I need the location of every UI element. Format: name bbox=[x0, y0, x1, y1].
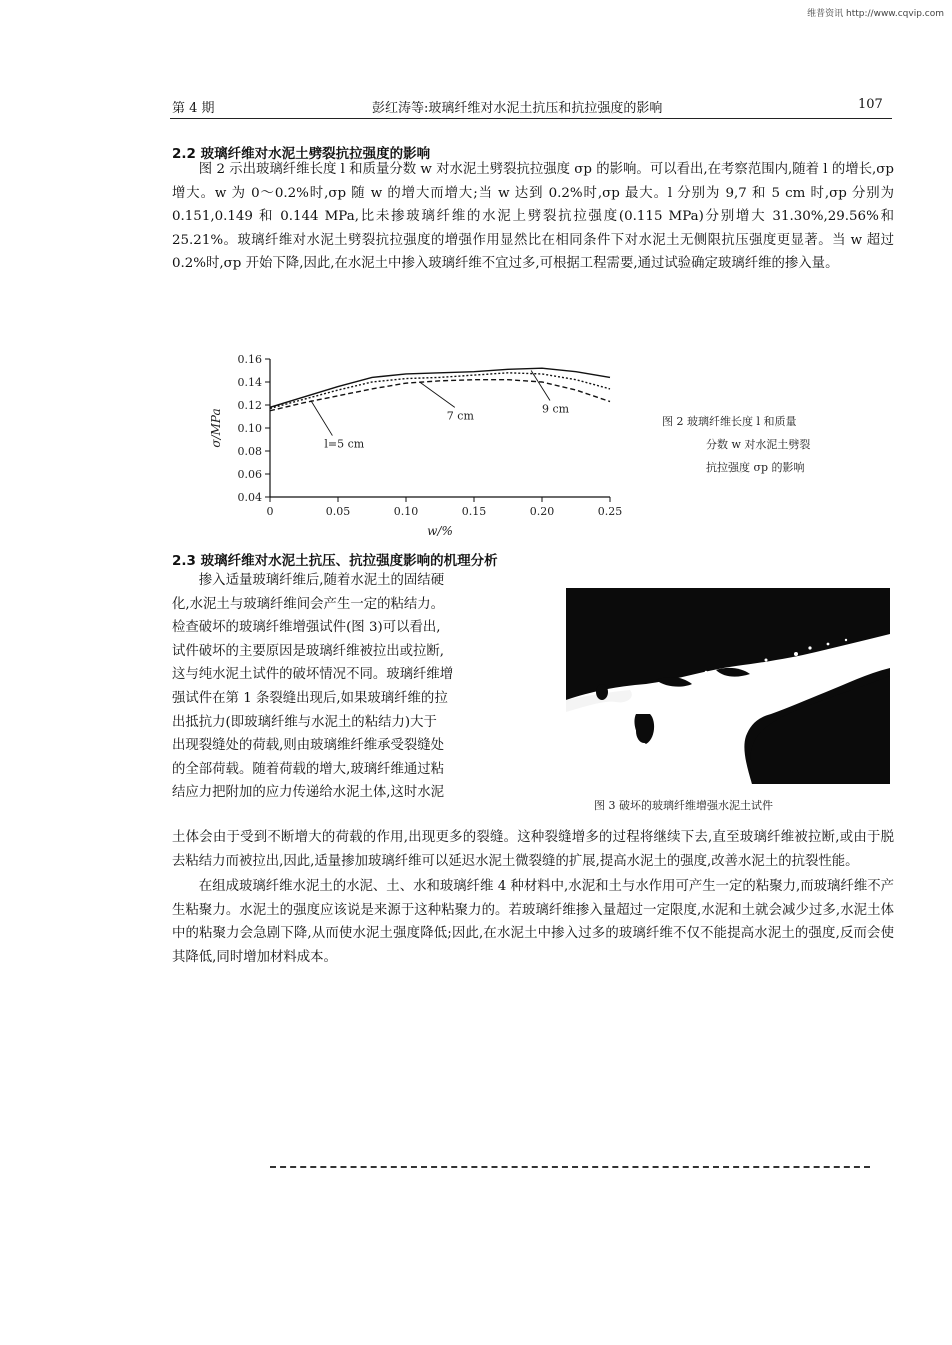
curve-label-leader bbox=[420, 382, 455, 407]
y-tick-label: 0.12 bbox=[237, 399, 262, 412]
section-2-2-body bbox=[172, 158, 894, 276]
y-tick-label: 0.16 bbox=[237, 353, 262, 366]
section-2-3-paragraph-2: 在组成玻璃纤维水泥土的水泥、土、水和玻璃纤维 4 种材料中,水泥和土与水作用可产生一定的粘聚力,而玻璃纤维不产生粘聚力。水泥土的强度应该说是来源于这种粘聚力的。若玻璃纤维掺入量超过一定限度,水泥和土就会减少过多,水泥土体中的粘聚力会急剧下降,从而使水泥土强度降低;因此,在水泥土中掺入过多的玻璃纤维不仅不能提高水泥土的强度,反而会使其降低,同时增加材料成本。 bbox=[172, 879, 894, 965]
section-2-3-line: 检查破坏的玻璃纤维增强试件(图 3)可以看出, bbox=[172, 620, 441, 636]
figure-2-caption-line1: 图 2 玻璃纤维长度 l 和质量 bbox=[662, 415, 797, 428]
section-2-2-title: 2.2 玻璃纤维对水泥土劈裂抗拉强度的影响 bbox=[172, 146, 431, 162]
curve-label-leader bbox=[311, 400, 333, 435]
running-title: 彭红涛等:玻璃纤维对水泥土抗压和抗拉强度的影响 bbox=[372, 101, 663, 116]
x-tick-label: 0 bbox=[266, 505, 274, 518]
x-tick-label: 0.05 bbox=[325, 505, 351, 518]
x-tick-label: 0.10 bbox=[393, 505, 419, 518]
fractured-specimen-image bbox=[566, 588, 890, 784]
y-tick-label: 0.08 bbox=[237, 445, 262, 458]
x-tick-label: 0.20 bbox=[529, 505, 555, 518]
section-2-2-paragraph: 图 2 示出玻璃纤维长度 l 和质量分数 w 对水泥土劈裂抗拉强度 σp 的影响。可以看出,在考察范围内,随着 l 的增长,σp 增大。w 为 0～0.2%时,σp 随 w 的增大而增大;当 w 达到 0.2%时,σp 最大。l 分别为 9,7 和 5 cm 时,σp 分别为 0.151,0.149 和 0.144 MPa,比未掺玻璃纤维的水泥上劈裂抗拉强度(0.115 MPa)分别增大 31.30%,29.56%和 25.21%。玻璃纤维对水泥土劈裂抗拉强度的增强作用显然比在相同条件下对水泥土无侧限抗压强度更显著。当 w 超过 0.2%时,σp 开始下降,因此,在水泥土中掺入玻璃纤维不宜过多,可根据工程需要,通过试验确定玻璃纤维的掺入量。 bbox=[172, 162, 894, 272]
section-2-3-line: 试件破坏的主要原因是玻璃纤维被拉出或拉断, bbox=[172, 643, 445, 659]
issue-number: 第 4 期 bbox=[172, 101, 215, 116]
x-axis-label: w/% bbox=[427, 524, 453, 538]
watermark: 维普资讯 http://www.cqvip.com bbox=[807, 9, 944, 19]
figure-2-caption bbox=[662, 410, 882, 479]
section-2-3-narrow-column bbox=[172, 569, 558, 805]
section-2-3-line: 化,水泥土与玻璃纤维间会产生一定的粘结力。 bbox=[172, 596, 445, 612]
section-2-3-line: 这与纯水泥土试件的破坏情况不同。玻璃纤维增 bbox=[172, 667, 454, 683]
x-tick-label: 0.25 bbox=[597, 505, 623, 518]
figure-2-caption-line3: 抗拉强度 σp 的影响 bbox=[706, 461, 805, 474]
section-2-3-line: 出抵抗力(即玻璃纤维与水泥土的粘结力)大于 bbox=[172, 714, 437, 730]
section-2-3-title: 2.3 玻璃纤维对水泥土抗压、抗拉强度影响的机理分析 bbox=[172, 553, 498, 569]
figure-2-caption-line2: 分数 w 对水泥土劈裂 bbox=[706, 438, 811, 451]
figure-3-caption: 图 3 破坏的玻璃纤维增强水泥土试件 bbox=[594, 799, 773, 812]
x-tick-label: 0.15 bbox=[461, 505, 487, 518]
section-2-3-line: 掺入适量玻璃纤维后,随着水泥土的固结硬 bbox=[198, 573, 445, 588]
page-number: 107 bbox=[858, 97, 883, 112]
y-tick-label: 0.14 bbox=[237, 376, 262, 389]
y-tick-label: 0.06 bbox=[237, 468, 262, 481]
curve-label: 9 cm bbox=[542, 402, 570, 416]
figure-3-photo bbox=[566, 588, 890, 784]
section-2-3-line: 结应力把附加的应力传递给水泥土体,这时水泥 bbox=[172, 785, 445, 801]
section-2-3-line: 强试件在第 1 条裂缝出现后,如果玻璃纤维的拉 bbox=[172, 690, 448, 706]
y-axis-label: σ/MPa bbox=[209, 408, 223, 448]
header-rule bbox=[170, 118, 892, 119]
curve-label: 7 cm bbox=[446, 409, 474, 423]
y-tick-label: 0.04 bbox=[237, 491, 262, 504]
section-2-3-line: 的全部荷载。随着荷载的增大,玻璃纤维通过粘 bbox=[172, 761, 445, 777]
figure-2-chart bbox=[190, 345, 630, 540]
series-line bbox=[270, 368, 610, 407]
section-2-3-line: 出现裂缝处的荷载,则由玻璃维纤维承受裂缝处 bbox=[172, 738, 445, 754]
section-2-3-continuation bbox=[172, 826, 894, 970]
y-tick-label: 0.10 bbox=[237, 422, 262, 435]
curve-label: l=5 cm bbox=[324, 437, 365, 451]
section-2-3-continuation-text: 土体会由于受到不断增大的荷载的作用,出现更多的裂缝。这种裂缝增多的过程将继续下去,直至玻璃纤维被拉断,或由于脱去粘结力而被拉出,因此,适量掺加玻璃纤维可以延迟水泥土微裂缝的扩展,提高水泥土的强度,改善水泥土的抗裂性能。 bbox=[172, 830, 894, 869]
footer-rule bbox=[270, 1166, 870, 1170]
